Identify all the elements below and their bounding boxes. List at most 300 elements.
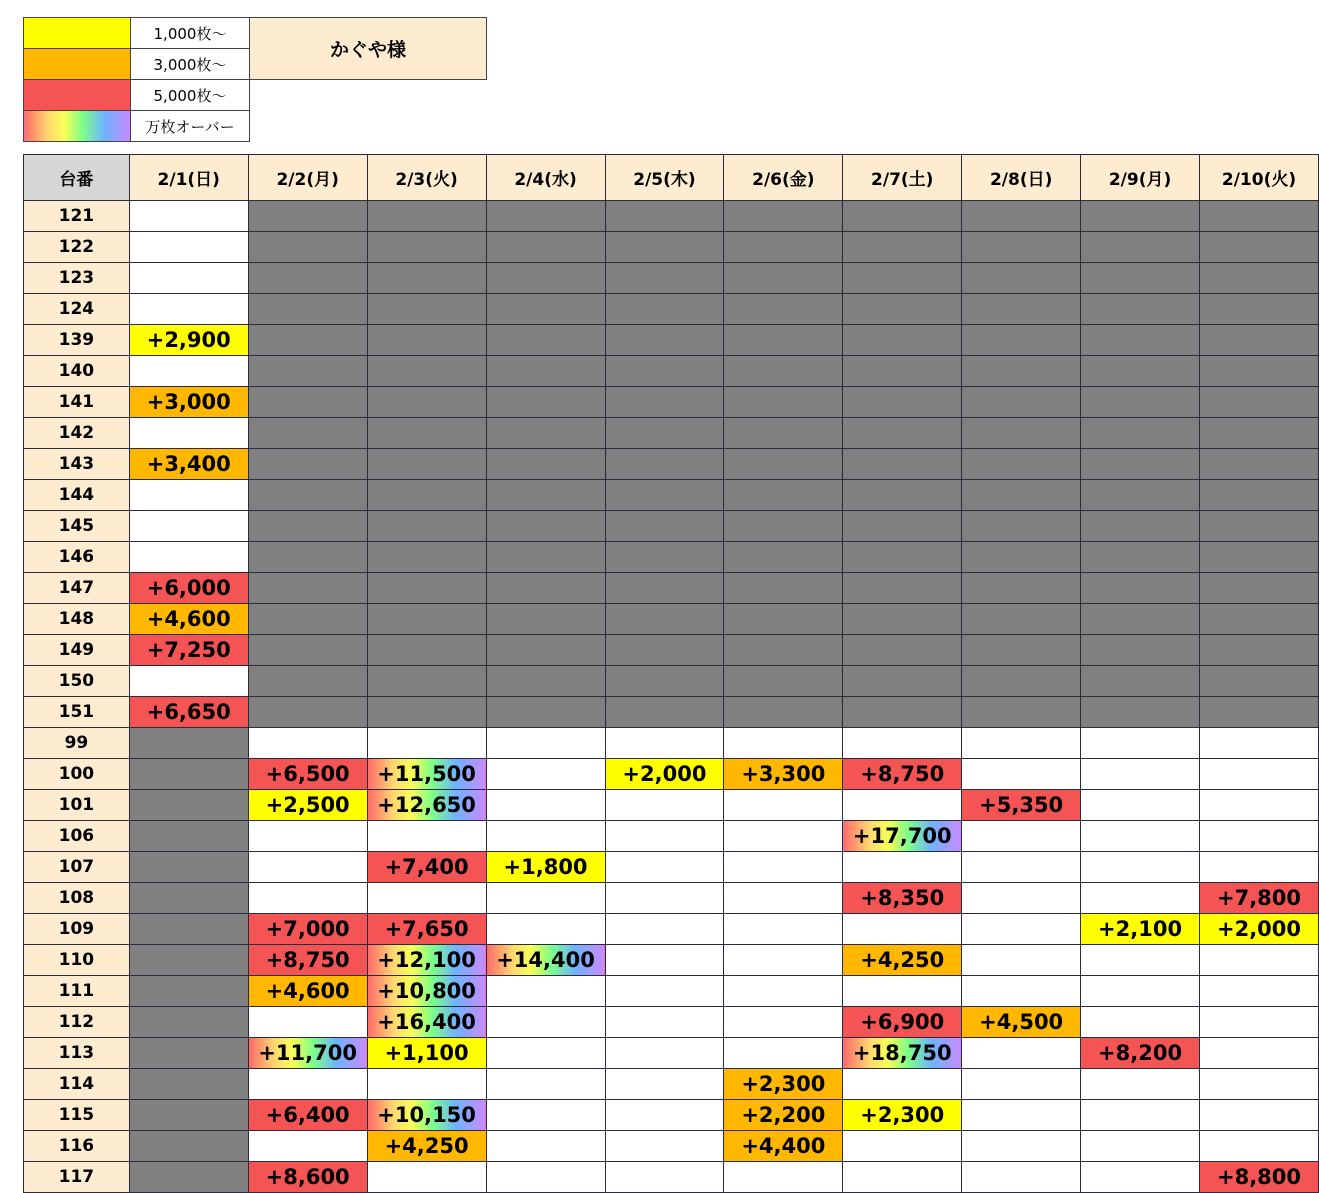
- result-cell: +4,250: [843, 945, 962, 976]
- unit-number: 147: [24, 573, 130, 604]
- table-row: [24, 945, 1319, 976]
- result-cell: [843, 604, 962, 635]
- table-row: [24, 232, 1319, 263]
- table-row: [24, 759, 1319, 790]
- table-row: [24, 666, 1319, 697]
- result-cell: [486, 387, 605, 418]
- result-cell: [962, 976, 1081, 1007]
- result-cell: [367, 356, 486, 387]
- result-cell: [724, 418, 843, 449]
- result-cell: [248, 852, 367, 883]
- result-cell: [1081, 1100, 1200, 1131]
- result-cell: [1200, 356, 1319, 387]
- result-cell: [129, 1100, 248, 1131]
- result-cell: [724, 697, 843, 728]
- result-cell: [843, 1131, 962, 1162]
- result-cell: [724, 449, 843, 480]
- result-cell: [129, 480, 248, 511]
- result-cell: [486, 604, 605, 635]
- table-row: [24, 356, 1319, 387]
- result-cell: +6,650: [129, 697, 248, 728]
- result-cell: [843, 232, 962, 263]
- result-cell: [724, 852, 843, 883]
- table-row: [24, 542, 1319, 573]
- result-cell: [1200, 542, 1319, 573]
- table-row: [24, 1038, 1319, 1069]
- result-cell: [843, 418, 962, 449]
- result-cell: [605, 914, 724, 945]
- unit-number: 148: [24, 604, 130, 635]
- result-cell: [1081, 821, 1200, 852]
- legend-swatch-orange: [24, 49, 131, 80]
- table-row: [24, 1100, 1319, 1131]
- result-cell: [129, 1131, 248, 1162]
- result-cell: [129, 1069, 248, 1100]
- result-cell: [724, 914, 843, 945]
- result-cell: [1081, 480, 1200, 511]
- result-cell: [724, 821, 843, 852]
- result-cell: [962, 232, 1081, 263]
- result-cell: [962, 1162, 1081, 1193]
- unit-number: 144: [24, 480, 130, 511]
- unit-number: 110: [24, 945, 130, 976]
- result-cell: [962, 604, 1081, 635]
- result-cell: [1200, 511, 1319, 542]
- table-row: [24, 697, 1319, 728]
- result-cell: [1200, 790, 1319, 821]
- result-cell: [129, 1038, 248, 1069]
- result-cell: [248, 232, 367, 263]
- result-cell: +7,400: [367, 852, 486, 883]
- table-row: [24, 294, 1319, 325]
- date-header: 2/9(月): [1081, 155, 1200, 201]
- result-cell: [605, 604, 724, 635]
- result-cell: [724, 1038, 843, 1069]
- result-cell: [1081, 759, 1200, 790]
- unit-number: 143: [24, 449, 130, 480]
- table-row: [24, 1069, 1319, 1100]
- result-cell: +1,800: [486, 852, 605, 883]
- table-row: [24, 635, 1319, 666]
- result-cell: [962, 852, 1081, 883]
- result-cell: [129, 852, 248, 883]
- result-cell: +2,300: [724, 1069, 843, 1100]
- result-cell: [843, 356, 962, 387]
- result-cell: [486, 976, 605, 1007]
- result-cell: [605, 1069, 724, 1100]
- unit-number: 101: [24, 790, 130, 821]
- result-cell: [605, 1162, 724, 1193]
- result-cell: [843, 1069, 962, 1100]
- table-row: [24, 1162, 1319, 1193]
- result-cell: [605, 1038, 724, 1069]
- legend-swatch-yellow: [24, 18, 131, 49]
- result-cell: [1200, 759, 1319, 790]
- result-cell: +2,300: [843, 1100, 962, 1131]
- result-cell: [486, 542, 605, 573]
- result-cell: [1081, 542, 1200, 573]
- result-cell: +11,500: [367, 759, 486, 790]
- result-cell: [1081, 356, 1200, 387]
- result-cell: [129, 542, 248, 573]
- result-cell: [486, 511, 605, 542]
- result-cell: [1200, 852, 1319, 883]
- result-cell: [962, 666, 1081, 697]
- result-cell: [843, 387, 962, 418]
- result-cell: [1081, 604, 1200, 635]
- result-cell: [1200, 666, 1319, 697]
- result-cell: [605, 511, 724, 542]
- result-cell: [1200, 449, 1319, 480]
- table-body: [24, 201, 1319, 1193]
- unit-number: 146: [24, 542, 130, 573]
- result-cell: [248, 542, 367, 573]
- table-row: [24, 976, 1319, 1007]
- result-cell: [1081, 1007, 1200, 1038]
- result-cell: [248, 728, 367, 759]
- result-cell: [1081, 573, 1200, 604]
- result-cell: [248, 604, 367, 635]
- result-cell: +8,200: [1081, 1038, 1200, 1069]
- result-cell: [605, 263, 724, 294]
- result-cell: +7,800: [1200, 883, 1319, 914]
- table-row: [24, 790, 1319, 821]
- result-cell: +10,800: [367, 976, 486, 1007]
- result-cell: [367, 294, 486, 325]
- result-cell: [605, 1100, 724, 1131]
- table-row: [24, 914, 1319, 945]
- result-cell: [962, 356, 1081, 387]
- result-cell: [486, 666, 605, 697]
- result-cell: +6,900: [843, 1007, 962, 1038]
- result-cell: [724, 294, 843, 325]
- result-cell: [962, 697, 1081, 728]
- table-row: [24, 728, 1319, 759]
- result-cell: +12,100: [367, 945, 486, 976]
- result-cell: [843, 852, 962, 883]
- date-header: 2/8(日): [962, 155, 1081, 201]
- result-cell: [486, 728, 605, 759]
- result-cell: [962, 542, 1081, 573]
- color-legend: [23, 17, 487, 142]
- result-cell: [486, 914, 605, 945]
- result-cell: +1,100: [367, 1038, 486, 1069]
- result-cell: [367, 263, 486, 294]
- result-cell: [367, 480, 486, 511]
- result-cell: [1200, 1100, 1319, 1131]
- result-cell: [248, 418, 367, 449]
- result-cell: [129, 1162, 248, 1193]
- result-cell: [1081, 263, 1200, 294]
- result-cell: [1081, 666, 1200, 697]
- legend-label-1000: 1,000枚～: [131, 18, 250, 49]
- result-cell: [1081, 1131, 1200, 1162]
- result-cell: [724, 1162, 843, 1193]
- result-cell: [724, 635, 843, 666]
- result-cell: [486, 418, 605, 449]
- result-cell: [129, 790, 248, 821]
- table-row: [24, 263, 1319, 294]
- unit-number: 100: [24, 759, 130, 790]
- result-cell: +14,400: [486, 945, 605, 976]
- result-cell: [962, 1100, 1081, 1131]
- result-cell: [367, 604, 486, 635]
- result-cell: [129, 201, 248, 232]
- unit-number: 114: [24, 1069, 130, 1100]
- result-cell: +2,000: [1200, 914, 1319, 945]
- result-cell: [605, 356, 724, 387]
- result-cell: [486, 325, 605, 356]
- result-cell: [843, 976, 962, 1007]
- result-cell: [486, 883, 605, 914]
- result-cell: [605, 387, 724, 418]
- result-cell: [1081, 449, 1200, 480]
- result-cell: [843, 201, 962, 232]
- result-cell: [367, 635, 486, 666]
- result-cell: [605, 666, 724, 697]
- result-cell: +17,700: [843, 821, 962, 852]
- table-row: [24, 573, 1319, 604]
- result-cell: [724, 728, 843, 759]
- result-cell: [129, 976, 248, 1007]
- unit-number: 142: [24, 418, 130, 449]
- result-cell: [962, 945, 1081, 976]
- unit-number: 112: [24, 1007, 130, 1038]
- legend-swatch-rainbow: [24, 111, 131, 142]
- result-cell: [724, 604, 843, 635]
- result-cell: [1081, 325, 1200, 356]
- result-cell: [843, 790, 962, 821]
- unit-number: 111: [24, 976, 130, 1007]
- unit-number: 122: [24, 232, 130, 263]
- result-cell: [962, 449, 1081, 480]
- table-row: [24, 387, 1319, 418]
- result-cell: [1200, 1069, 1319, 1100]
- result-cell: [962, 201, 1081, 232]
- result-cell: [1081, 232, 1200, 263]
- result-cell: [486, 263, 605, 294]
- result-cell: [129, 914, 248, 945]
- result-cell: [248, 201, 367, 232]
- date-header: 2/6(金): [724, 155, 843, 201]
- result-cell: [605, 201, 724, 232]
- result-cell: [1200, 201, 1319, 232]
- result-cell: +8,750: [843, 759, 962, 790]
- result-cell: +11,700: [248, 1038, 367, 1069]
- unit-number: 150: [24, 666, 130, 697]
- result-cell: +8,600: [248, 1162, 367, 1193]
- result-cell: +4,500: [962, 1007, 1081, 1038]
- result-cell: [1200, 697, 1319, 728]
- result-cell: [1081, 790, 1200, 821]
- result-cell: [1081, 387, 1200, 418]
- result-cell: [367, 449, 486, 480]
- result-cell: [486, 201, 605, 232]
- result-cell: [129, 883, 248, 914]
- table-row: [24, 1131, 1319, 1162]
- result-cell: [367, 201, 486, 232]
- result-cell: [605, 635, 724, 666]
- result-cell: [843, 573, 962, 604]
- result-cell: [367, 1162, 486, 1193]
- result-cell: [1200, 418, 1319, 449]
- result-cell: [843, 1162, 962, 1193]
- result-cell: [367, 728, 486, 759]
- result-cell: [486, 573, 605, 604]
- result-cell: [1081, 1162, 1200, 1193]
- result-cell: [486, 635, 605, 666]
- table-row: [24, 325, 1319, 356]
- result-cell: [724, 573, 843, 604]
- result-cell: [724, 945, 843, 976]
- unit-number: 145: [24, 511, 130, 542]
- result-cell: [486, 356, 605, 387]
- result-cell: [486, 449, 605, 480]
- result-cell: [486, 790, 605, 821]
- result-cell: [724, 976, 843, 1007]
- result-cell: [248, 821, 367, 852]
- result-cell: [367, 1069, 486, 1100]
- result-cell: +2,900: [129, 325, 248, 356]
- result-cell: [367, 666, 486, 697]
- result-cell: [724, 263, 843, 294]
- result-cell: [367, 387, 486, 418]
- result-cell: [1081, 635, 1200, 666]
- result-cell: [1200, 1007, 1319, 1038]
- table-row: [24, 883, 1319, 914]
- result-cell: [486, 821, 605, 852]
- legend-label-3000: 3,000枚～: [131, 49, 250, 80]
- result-cell: [248, 1007, 367, 1038]
- result-cell: [1200, 294, 1319, 325]
- result-cell: [962, 1038, 1081, 1069]
- result-cell: [367, 511, 486, 542]
- result-cell: [962, 418, 1081, 449]
- result-cell: [1081, 728, 1200, 759]
- result-cell: [843, 728, 962, 759]
- table-row: [24, 852, 1319, 883]
- result-cell: [605, 542, 724, 573]
- result-cell: [605, 294, 724, 325]
- result-cell: [605, 325, 724, 356]
- date-header: 2/7(土): [843, 155, 962, 201]
- result-cell: +2,200: [724, 1100, 843, 1131]
- result-cell: [1200, 1131, 1319, 1162]
- result-cell: +4,600: [129, 604, 248, 635]
- result-cell: +5,350: [962, 790, 1081, 821]
- date-header: 2/10(火): [1200, 155, 1319, 201]
- result-cell: [962, 511, 1081, 542]
- result-cell: [962, 480, 1081, 511]
- date-header: 2/3(火): [367, 155, 486, 201]
- result-cell: [724, 511, 843, 542]
- result-cell: +4,600: [248, 976, 367, 1007]
- unit-number: 113: [24, 1038, 130, 1069]
- result-cell: [605, 573, 724, 604]
- result-cell: [129, 821, 248, 852]
- result-cell: [724, 883, 843, 914]
- result-cell: [962, 263, 1081, 294]
- result-cell: [129, 728, 248, 759]
- result-cell: [367, 573, 486, 604]
- result-cell: [486, 294, 605, 325]
- result-cell: [1200, 480, 1319, 511]
- result-cell: [724, 356, 843, 387]
- result-cell: [843, 511, 962, 542]
- result-cell: [367, 697, 486, 728]
- unit-number: 99: [24, 728, 130, 759]
- unit-number: 108: [24, 883, 130, 914]
- result-cell: [1200, 728, 1319, 759]
- result-cell: [129, 356, 248, 387]
- unit-number: 140: [24, 356, 130, 387]
- result-cell: [248, 449, 367, 480]
- result-cell: +7,000: [248, 914, 367, 945]
- result-cell: [962, 883, 1081, 914]
- result-cell: [962, 821, 1081, 852]
- result-cell: [724, 542, 843, 573]
- result-cell: [1200, 325, 1319, 356]
- result-cell: +7,650: [367, 914, 486, 945]
- result-cell: [1200, 263, 1319, 294]
- result-cell: [486, 480, 605, 511]
- result-cell: +3,400: [129, 449, 248, 480]
- result-cell: [248, 263, 367, 294]
- header-row: [24, 155, 1319, 201]
- result-cell: [605, 697, 724, 728]
- results-table: [23, 154, 1319, 1193]
- result-cell: [367, 883, 486, 914]
- unit-number: 139: [24, 325, 130, 356]
- result-cell: [367, 821, 486, 852]
- result-cell: [1081, 201, 1200, 232]
- result-cell: [248, 635, 367, 666]
- date-header: 2/5(木): [605, 155, 724, 201]
- result-cell: [1081, 697, 1200, 728]
- result-cell: [605, 945, 724, 976]
- result-cell: [962, 914, 1081, 945]
- unit-number-header: 台番: [24, 155, 130, 201]
- table-row: [24, 449, 1319, 480]
- result-cell: [1200, 1038, 1319, 1069]
- result-cell: +6,400: [248, 1100, 367, 1131]
- result-cell: [248, 294, 367, 325]
- result-cell: [605, 449, 724, 480]
- result-cell: [129, 294, 248, 325]
- result-cell: [843, 697, 962, 728]
- result-cell: [1200, 945, 1319, 976]
- result-cell: [962, 1131, 1081, 1162]
- result-cell: [1081, 883, 1200, 914]
- table-row: [24, 821, 1319, 852]
- unit-number: 117: [24, 1162, 130, 1193]
- result-cell: [843, 635, 962, 666]
- result-cell: +3,000: [129, 387, 248, 418]
- unit-number: 124: [24, 294, 130, 325]
- date-header: 2/2(月): [248, 155, 367, 201]
- result-cell: [962, 294, 1081, 325]
- result-cell: [962, 728, 1081, 759]
- unit-number: 109: [24, 914, 130, 945]
- unit-number: 123: [24, 263, 130, 294]
- result-cell: [843, 325, 962, 356]
- result-cell: [129, 759, 248, 790]
- result-cell: [129, 666, 248, 697]
- result-cell: [962, 387, 1081, 418]
- result-cell: [843, 294, 962, 325]
- result-cell: [486, 1131, 605, 1162]
- result-cell: [605, 1007, 724, 1038]
